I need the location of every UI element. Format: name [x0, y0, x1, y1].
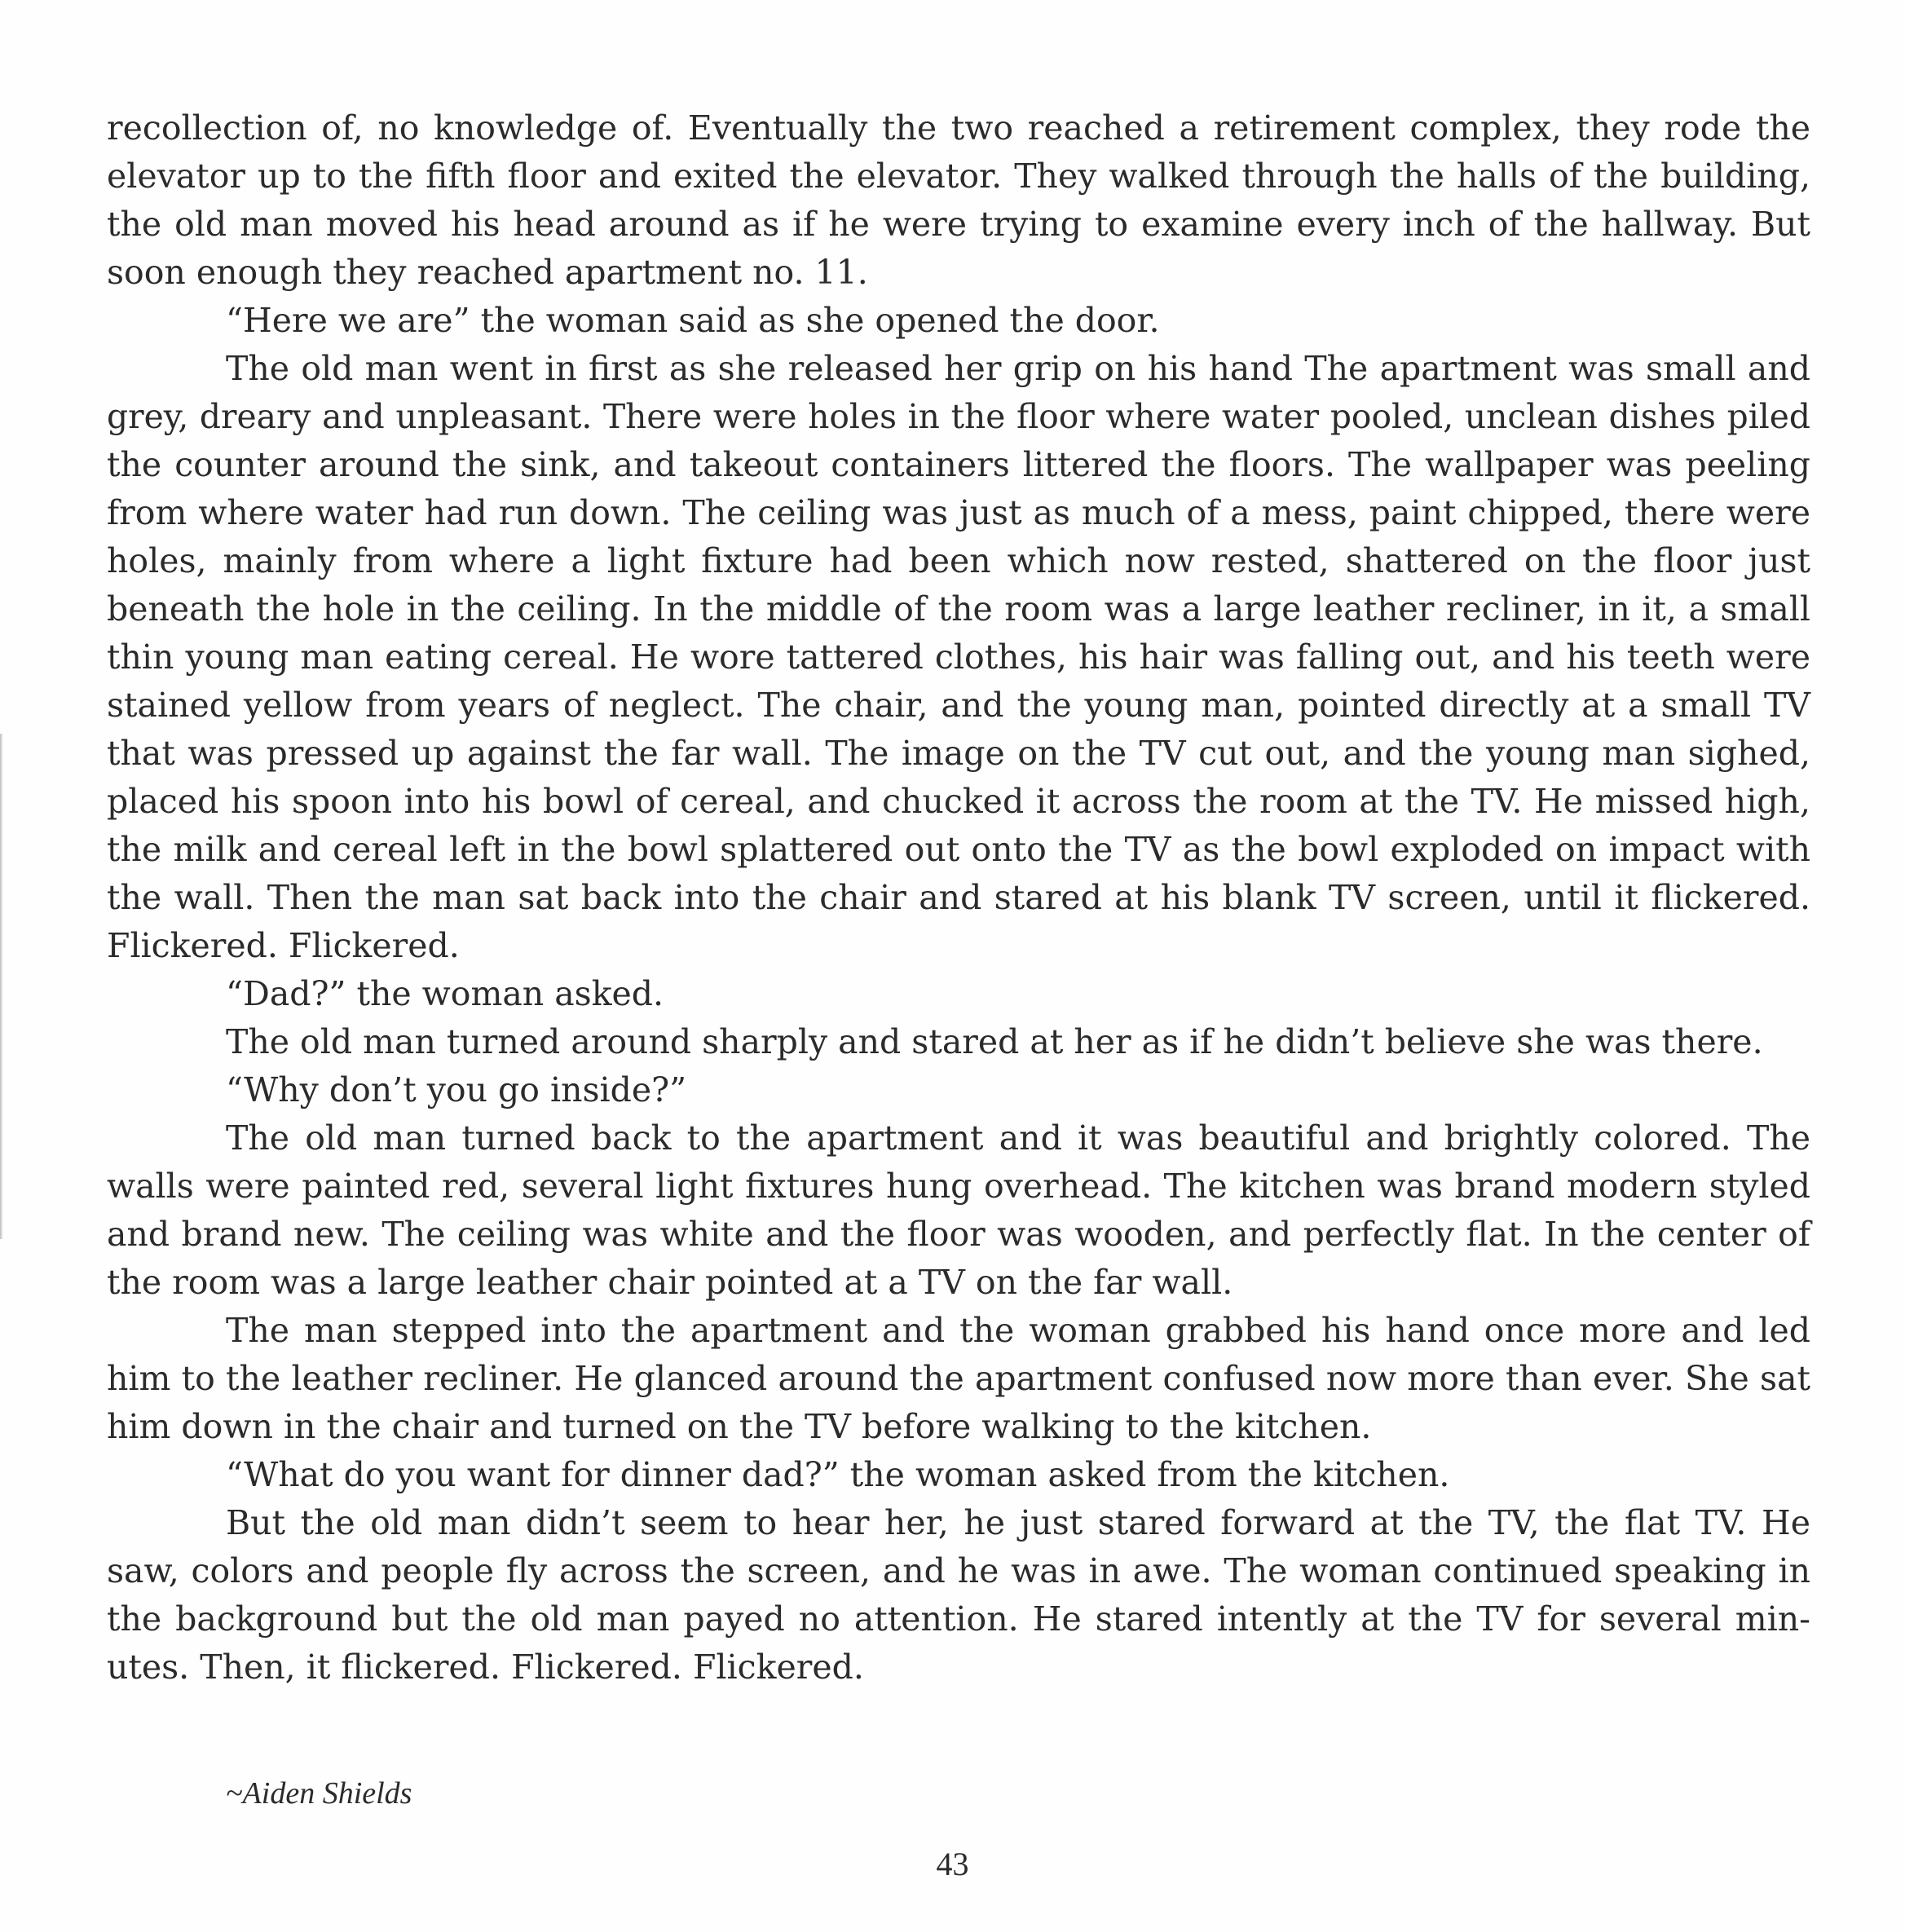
- text-line: from where water had run down. The ceiling was just as much of a mess, paint chipped, there were: [107, 493, 1810, 532]
- text-line: him to the leather recliner. He glanced around the apartment confused now more than ever. She sat: [107, 1359, 1810, 1398]
- page-number: 43: [936, 1846, 969, 1882]
- text-line: and brand new. The ceiling was white and the floor was wooden, and perfectly flat. In the center of: [107, 1215, 1810, 1254]
- text-line: soon enough they reached apartment no. 11.: [107, 253, 868, 292]
- text-line: “Here we are” the woman said as she opened the door.: [226, 301, 1160, 340]
- text-line: the wall. Then the man sat back into the chair and stared at his blank TV screen, until it flickered.: [107, 878, 1810, 917]
- text-line: beneath the hole in the ceiling. In the middle of the room was a large leather recliner, in it, a small: [107, 589, 1810, 629]
- text-line: elevator up to the fifth floor and exited the elevator. They walked through the halls of the building,: [107, 157, 1810, 196]
- text-line: stained yellow from years of neglect. The chair, and the young man, pointed directly at a small TV: [107, 686, 1810, 725]
- text-line: walls were painted red, several light fixtures hung overhead. The kitchen was brand modern styled: [107, 1167, 1810, 1206]
- text-line: the milk and cereal left in the bowl splattered out onto the TV as the bowl exploded on impact with: [107, 830, 1810, 869]
- text-line: that was pressed up against the far wall. The image on the TV cut out, and the young man sighed,: [107, 734, 1810, 773]
- text-line: The old man turned around sharply and stared at her as if he didn’t believe she was there.: [226, 1022, 1763, 1061]
- text-line: But the old man didn’t seem to hear her, he just stared forward at the TV, the flat TV. He: [226, 1503, 1810, 1542]
- text-line: saw, colors and people fly across the screen, and he was in awe. The woman continued speaking in: [107, 1551, 1810, 1590]
- text-line: thin young man eating cereal. He wore tattered clothes, his hair was falling out, and his teeth were: [107, 637, 1810, 677]
- text-line: recollection of, no knowledge of. Eventually the two reached a retirement complex, they rode the: [107, 108, 1810, 148]
- story-text: [107, 104, 1810, 1692]
- author-signature: ~Aiden Shields: [226, 1776, 412, 1811]
- text-line: the old man moved his head around as if he were trying to examine every inch of the hallway. But: [107, 205, 1810, 244]
- text-line: “Dad?” the woman asked.: [226, 974, 664, 1013]
- text-line: holes, mainly from where a light fixture had been which now rested, shattered on the floor just: [107, 541, 1810, 580]
- text-line: him down in the chair and turned on the TV before walking to the kitchen.: [107, 1407, 1372, 1446]
- text-line: The old man went in first as she released her grip on his hand The apartment was small and: [226, 349, 1810, 388]
- text-line: utes. Then, it flickered. Flickered. Flickered.: [107, 1647, 864, 1687]
- text-line: the room was a large leather chair pointed at a TV on the far wall.: [107, 1263, 1233, 1302]
- text-line: The man stepped into the apartment and the woman grabbed his hand once more and led: [226, 1311, 1810, 1350]
- text-line: placed his spoon into his bowl of cereal, and chucked it across the room at the TV. He missed high,: [107, 782, 1810, 821]
- text-line: “What do you want for dinner dad?” the woman asked from the kitchen.: [226, 1455, 1450, 1494]
- text-line: the background but the old man payed no attention. He stared intently at the TV for several min-: [107, 1599, 1810, 1639]
- text-line: Flickered. Flickered.: [107, 926, 460, 965]
- text-line: “Why don’t you go inside?”: [226, 1070, 687, 1109]
- text-line: the counter around the sink, and takeout containers littered the floors. The wallpaper was peeling: [107, 445, 1810, 484]
- scan-edge-shadow: [0, 734, 3, 1239]
- text-line: The old man turned back to the apartment and it was beautiful and brightly colored. The: [226, 1118, 1810, 1158]
- text-line: grey, dreary and unpleasant. There were holes in the floor where water pooled, unclean dishes piled: [107, 397, 1810, 436]
